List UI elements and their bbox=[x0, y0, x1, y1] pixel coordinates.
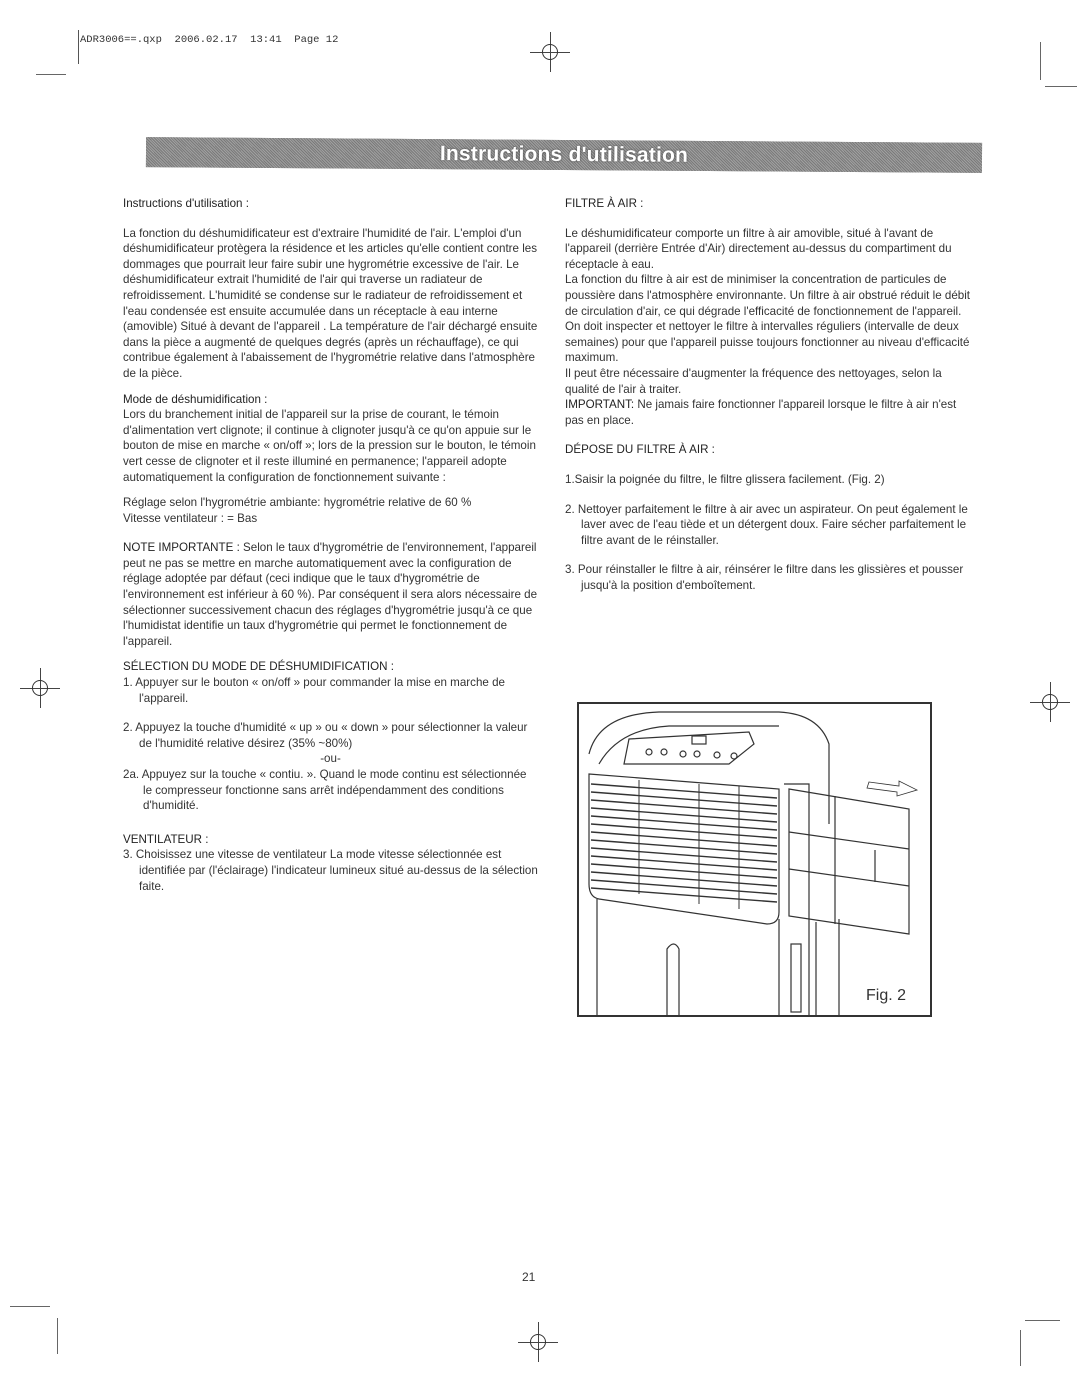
important-text: Ne jamais faire fonctionner l'appareil lorsque le filtre à air n'est pas en place. bbox=[565, 398, 957, 427]
crop-mark bbox=[1040, 42, 1041, 80]
default-humidity-setting: Réglage selon l'hygrométrie ambiante: hygrométrie relative de 60 % bbox=[123, 496, 472, 510]
registration-mark-icon bbox=[518, 1322, 558, 1362]
filter-paragraph-3: Il peut être nécessaire d'augmenter la fréquence des nettoyages, selon la qualité de l'air à traiter. bbox=[565, 366, 942, 396]
intro-paragraph: La fonction du déshumidificateur est d'extraire l'humidité de l'air. L'emploi d'un déshumidificateur protègera la résidence et les articles qu'elle contient contre les dommages que pourrait leur faire subir une hygrométrie excessive de l'air. Le déshumidificateur extrait l'humidité de l'air qui traverse un radiateur de refroidissement. L'humidité se condense sur le radiateur de refroidissement et l'eau condensée est ensuite accumulée dans un réceptacle à eau interne (amovible) Situé à devant de l'appareil . La température de l'air déchargé ensuite dans la pièce a augmenté de quelques degrés (après un réchauffage), ce qui contribue également à l'abaissement de l'hygrométrie relative dans l'atmosphère de la pièce. bbox=[123, 226, 538, 380]
crop-mark bbox=[57, 1318, 58, 1354]
right-column bbox=[565, 196, 970, 593]
registration-mark-icon bbox=[20, 668, 60, 708]
selection-heading: SÉLECTION DU MODE DE DÉSHUMIDIFICATION : bbox=[123, 660, 394, 674]
registration-mark-icon bbox=[530, 32, 570, 72]
removal-step-2: 2. Nettoyer parfaitement le filtre à air avec un aspirateur. On peut également le laver avec de l'eau tiède et un détergent doux. Faire sécher parfaitement le filtre avant de le réinstaller. bbox=[565, 502, 968, 547]
filter-paragraph-1: Le déshumidificateur comporte un filtre à air amovible, situé à l'avant de l'appareil (derrière Entrée d'Air) directement au-dessus du compartiment du réceptacle à eau. bbox=[565, 226, 952, 271]
important-note bbox=[123, 540, 538, 649]
slug-rule bbox=[78, 30, 79, 64]
mode-heading: Mode de déshumidification : bbox=[123, 392, 268, 406]
note-label: NOTE IMPORTANTE : bbox=[123, 541, 240, 555]
step-2a: 2a. Appuyez sur la touche « contiu. ». Quand le mode continu est sélectionnée le compresseur fonctionne sans arrêt indépendamment des conditions d'humidité. bbox=[123, 768, 527, 813]
important-warning bbox=[565, 397, 970, 428]
page-title: Instructions d'utilisation bbox=[439, 142, 689, 167]
left-column bbox=[123, 196, 538, 894]
mode-paragraph: Lors du branchement initial de l'appareil sur la prise de courant, le témoin d'alimentation vert clignote; il continue à clignoter jusqu'à ce qu'on appuie sur le bouton de mise en marche « on/off »; lors de la pression sur le bouton, le témoin vert cesse de clignoter et il reste illuminé en permanence; l'appareil adopte automatiquement la configuration de fonctionnement suivante : bbox=[123, 408, 536, 484]
figure-2 bbox=[577, 702, 932, 1017]
print-slug: ADR3006==.qxp 2006.02.17 13:41 Page 12 bbox=[80, 34, 339, 46]
important-label: IMPORTANT: bbox=[565, 398, 635, 412]
crop-mark bbox=[1025, 1320, 1060, 1321]
fan-heading: VENTILATEUR : bbox=[123, 832, 209, 846]
crop-mark bbox=[10, 1306, 50, 1307]
default-fan-setting: Vitesse ventilateur : = Bas bbox=[123, 511, 258, 525]
dehumidifier-filter-removal-illustration-icon bbox=[579, 704, 932, 1017]
filter-heading: FILTRE À AIR : bbox=[565, 197, 644, 210]
step-1: 1. Appuyer sur le bouton « on/off » pour commander la mise en marche de l'appareil. bbox=[123, 676, 505, 705]
removal-step-3: 3. Pour réinstaller le filtre à air, réinsérer le filtre dans les glissières et pousser jusqu'à la position d'emboîtement. bbox=[565, 563, 964, 592]
crop-mark bbox=[36, 74, 66, 75]
registration-mark-icon bbox=[1030, 682, 1070, 722]
crop-mark bbox=[1045, 86, 1077, 87]
step-3: 3. Choisissez une vitesse de ventilateur La mode vitesse sélectionnée est identifiée par (l'éclairage) l'indicateur lumineux situé au-dessus de la sélection faite. bbox=[123, 848, 538, 893]
note-text: Selon le taux d'hygrométrie de l'environnement, l'appareil peut ne pas se mettre en marche automatiquement avec la configuration de réglage adoptée par défaut (ceci indique que le taux d'hygrométrie de l'environnement est inférieur à 60 %). Par conséquent il sera alors nécessaire de sélectionner successivement chacun des réglages d'hygrométrie jusqu'à ce que l'humidistat identifie un taux d'hygrométrie qui permet le fonctionnement de l'appareil. bbox=[123, 541, 538, 648]
step-2: 2. Appuyez la touche d'humidité « up » ou « down » pour sélectionner la valeur de l'humidité relative désirez (35% ~80%) bbox=[123, 721, 528, 750]
intro-heading: Instructions d'utilisation : bbox=[123, 197, 249, 210]
filter-paragraph-2: La fonction du filtre à air est de minimiser la concentration de particules de poussière dans l'atmosphère environnante. Un filtre à air obstrué réduit le débit de circulation d'air, ce qui dégrade l'efficacité de fonctionnement de l'appareil. On doit inspecter et nettoyer le filtre à intervalles réguliers (intervalle de deux semaines) pour que l'appareil puisse toujours fonctionner au niveau d'efficacité maximum. bbox=[565, 273, 971, 365]
removal-heading: DÉPOSE DU FILTRE À AIR : bbox=[565, 443, 715, 457]
removal-step-1: 1.Saisir la poignée du filtre, le filtre glissera facilement. (Fig. 2) bbox=[565, 472, 885, 486]
or-separator: -ou- bbox=[320, 752, 341, 766]
section-header-band bbox=[146, 137, 982, 173]
page-number: 21 bbox=[522, 1270, 536, 1284]
crop-mark bbox=[1020, 1330, 1021, 1366]
figure-caption: Fig. 2 bbox=[865, 987, 906, 1004]
